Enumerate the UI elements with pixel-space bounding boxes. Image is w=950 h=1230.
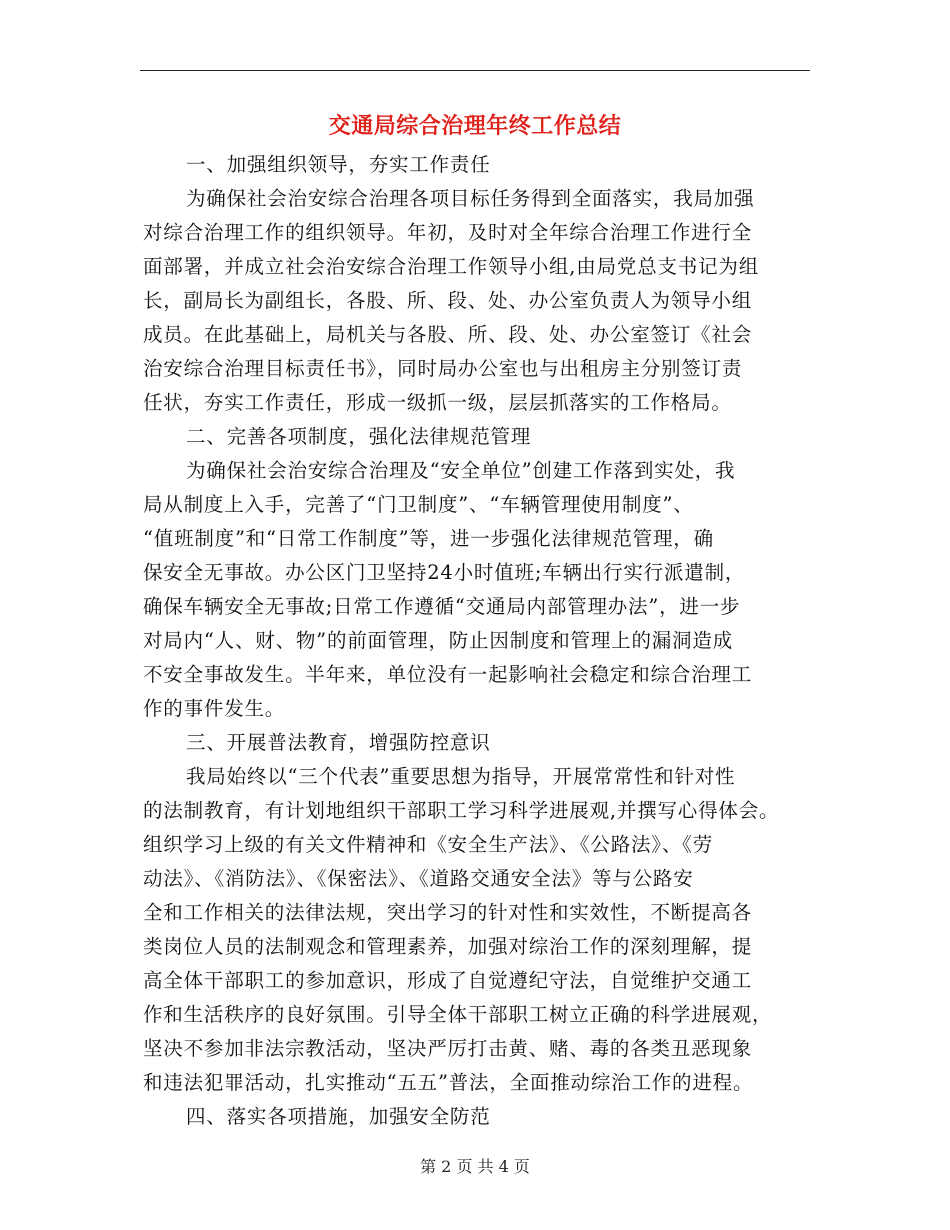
- text-line: 高全体干部职工的参加意识，形成了自觉遵纪守法，自觉维护交通工: [143, 969, 753, 992]
- text-line: 作和生活秩序的良好氛围。引导全体干部职工树立正确的科学进展观，: [143, 1003, 773, 1026]
- text-line: 为确保社会治安综合治理各项目标任务得到全面落实，我局加强: [186, 187, 755, 210]
- text-line: 类岗位人员的法制观念和管理素养，加强对综治工作的深刻理解，提: [143, 935, 753, 958]
- text-line: 对局内“人、财、物”的前面管理，防止因制度和管理上的漏洞造成: [143, 629, 733, 652]
- text-line: 组织学习上级的有关文件精神和《安全生产法》、《公路法》、《劳: [143, 833, 714, 856]
- text-line: 治安综合治理目标责任书》，同时局办公室也与出租房主分别签订责: [143, 357, 743, 380]
- text-line: 为确保社会治安综合治理及“安全单位”创建工作落到实处，我: [186, 459, 736, 482]
- header-rule: [140, 70, 810, 71]
- text-line: “值班制度”和“日常工作制度”等，进一步强化法律规范管理，确: [143, 527, 714, 550]
- page-number-footer: 第 2 页 共 4 页: [420, 1157, 530, 1176]
- text-line: 不安全事故发生。半年来，单位没有一起影响社会稳定和综合治理工: [143, 663, 753, 686]
- text-line: 二、完善各项制度，强化法律规范管理: [186, 425, 532, 448]
- text-line: 坚决不参加非法宗教活动，坚决严厉打击黄、赌、毒的各类丑恶现象: [143, 1037, 753, 1060]
- document-body: [143, 148, 823, 1134]
- text-line: 我局始终以“三个代表”重要思想为指导，开展常常性和针对性: [186, 765, 736, 788]
- text-line: 保安全无事故。办公区门卫坚持24小时值班;车辆出行实行派遣制，: [143, 561, 746, 584]
- text-line: 任状，夯实工作责任，形成一级抓一级，层层抓落实的工作格局。: [143, 391, 732, 414]
- text-line: 对综合治理工作的组织领导。年初，及时对全年综合治理工作进行全: [143, 221, 753, 244]
- text-line: 全和工作相关的法律法规，突出学习的针对性和实效性，不断提高各: [143, 901, 753, 924]
- text-line: 成员。在此基础上，局机关与各股、所、段、处、办公室签订《社会: [143, 323, 753, 346]
- text-line: 长，副局长为副组长，各股、所、段、处、办公室负责人为领导小组: [143, 289, 753, 312]
- text-line: 和违法犯罪活动，扎实推动“五五”普法，全面推动综治工作的进程。: [143, 1071, 754, 1094]
- text-line: 一、加强组织领导，夯实工作责任: [186, 153, 491, 176]
- text-line: 三、开展普法教育，增强防控意识: [186, 731, 491, 754]
- text-line: 局从制度上入手，完善了“门卫制度”、“车辆管理使用制度”、: [143, 493, 694, 516]
- text-line: 确保车辆安全无事故;日常工作遵循“交通局内部管理办法”，进一步: [143, 595, 741, 618]
- text-line: 作的事件发生。: [143, 697, 286, 720]
- document-title: 交通局综合治理年终工作总结: [328, 113, 622, 139]
- text-line: 的法制教育，有计划地组织干部职工学习科学进展观,并撰写心得体会。: [143, 799, 780, 822]
- text-line: 动法》、《消防法》、《保密法》、《道路交通安全法》等与公路安: [143, 867, 694, 890]
- text-line: 四、落实各项措施，加强安全防范: [186, 1105, 491, 1128]
- text-line: 面部署，并成立社会治安综合治理工作领导小组,由局党总支书记为组: [143, 255, 759, 278]
